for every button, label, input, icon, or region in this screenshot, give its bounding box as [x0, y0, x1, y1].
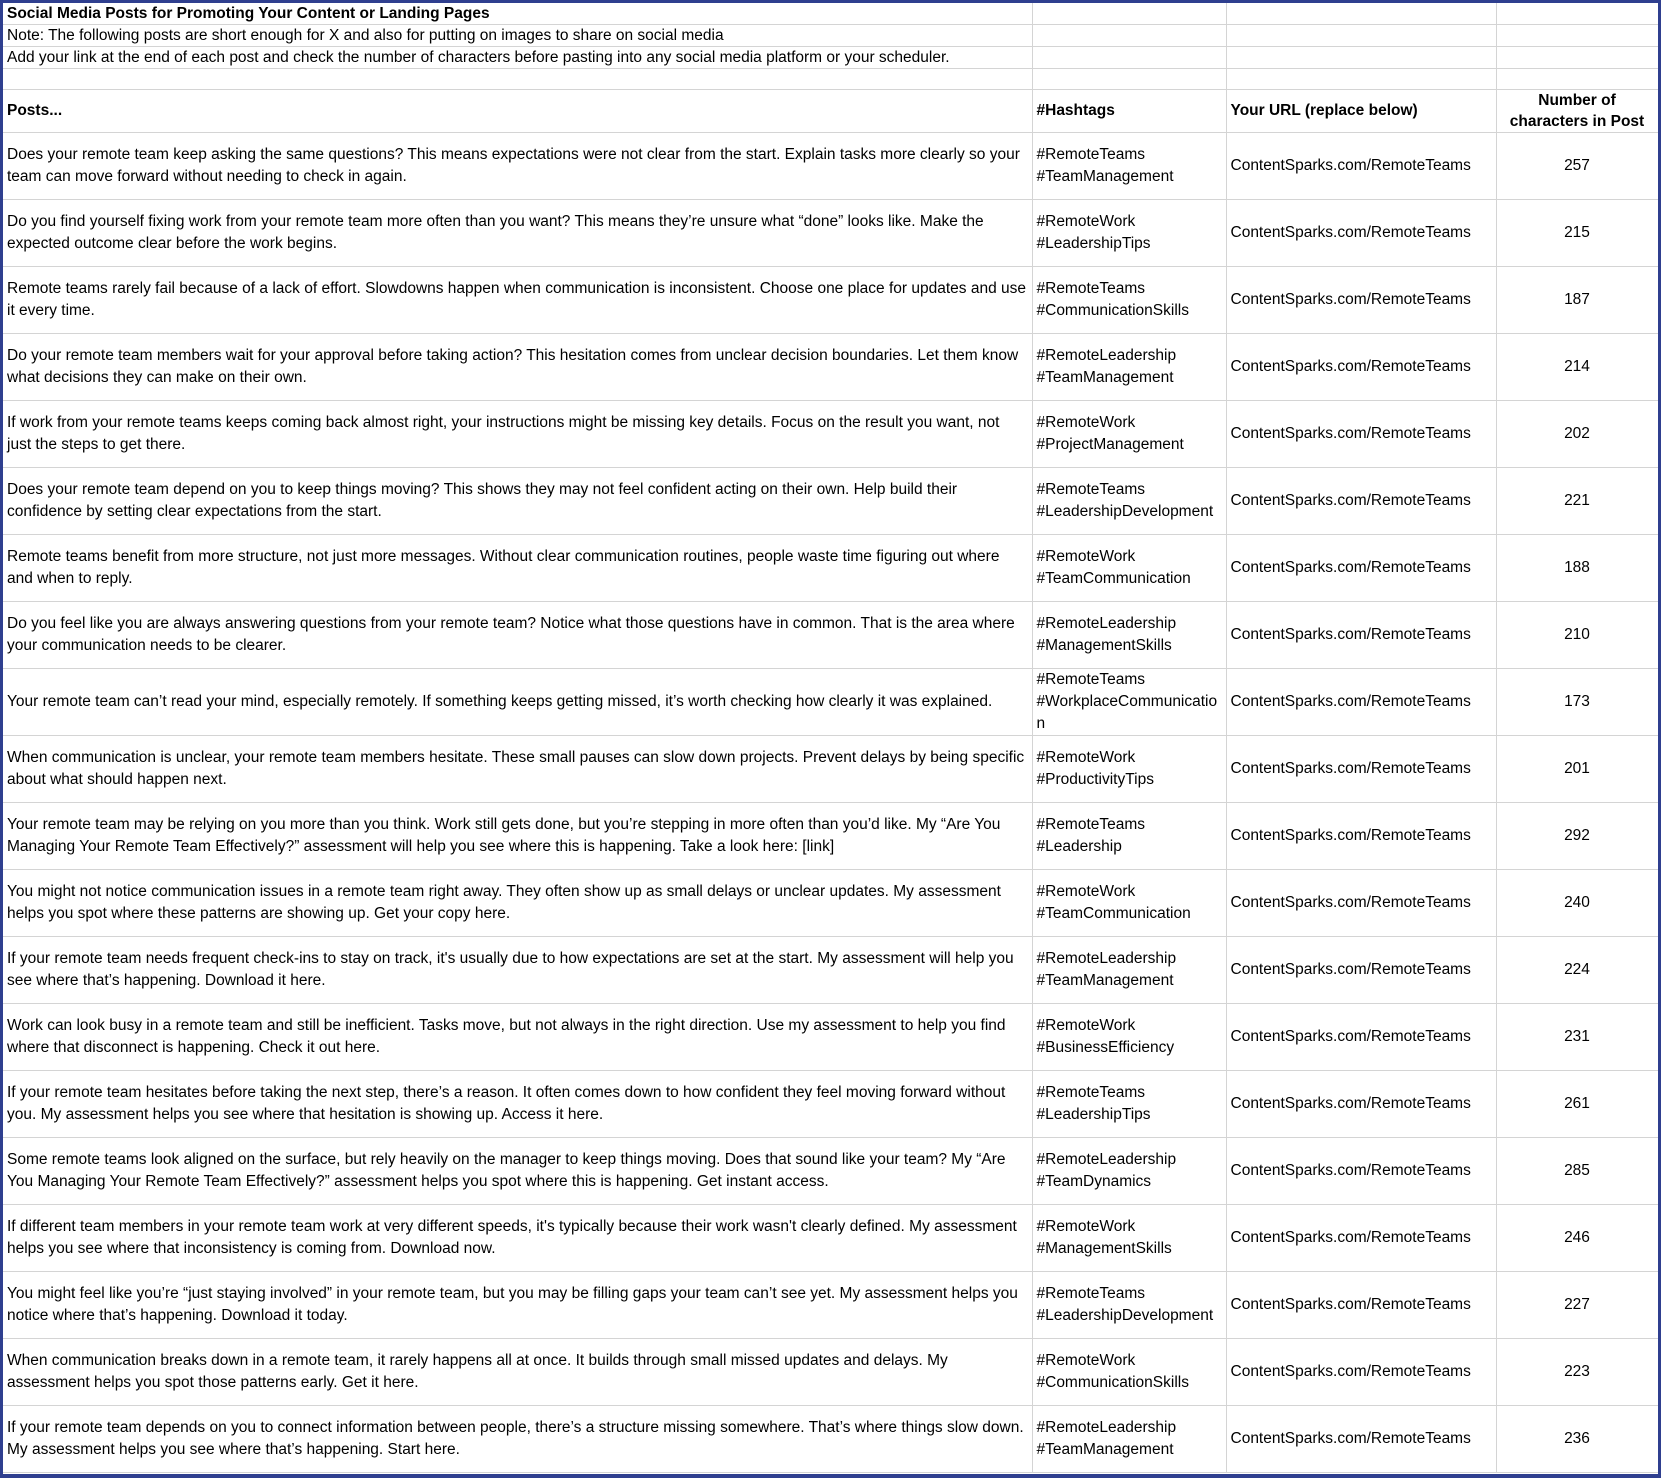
title-row — [3, 3, 1658, 25]
hashtag: #BusinessEfficiency — [1036, 1039, 1175, 1056]
post-cell[interactable]: When communication is unclear, your remote team members hesitate. These small pauses can slow down projects. Prevent delays by being specific about what should happen next. — [3, 736, 1032, 803]
character-count-cell[interactable]: 231 — [1496, 1004, 1658, 1071]
hashtag: #ManagementSkills — [1036, 637, 1172, 654]
character-count-cell[interactable]: 292 — [1496, 803, 1658, 870]
hashtag: #RemoteWork — [1036, 213, 1136, 230]
instruction-row — [3, 47, 1658, 69]
hashtags-cell[interactable] — [1032, 937, 1226, 1004]
hashtag: #LeadershipDevelopment — [1036, 503, 1214, 520]
url-cell[interactable]: ContentSparks.com/RemoteTeams — [1226, 468, 1496, 535]
post-cell[interactable]: Do you find yourself fixing work from your remote team more often than you want? This means they’re unsure what “done” looks like. Make the expected outcome clear before the work begins. — [3, 200, 1032, 267]
url-cell[interactable]: ContentSparks.com/RemoteTeams — [1226, 1004, 1496, 1071]
table-row — [3, 535, 1658, 602]
character-count-cell[interactable]: 210 — [1496, 602, 1658, 669]
hashtag: #LeadershipDevelopment — [1036, 1307, 1214, 1324]
post-cell[interactable]: Do your remote team members wait for your approval before taking action? This hesitation comes from unclear decision boundaries. Let them know what decisions they can make on their own. — [3, 334, 1032, 401]
hashtags-cell[interactable] — [1032, 1205, 1226, 1272]
character-count-cell[interactable]: 223 — [1496, 1339, 1658, 1406]
character-count-cell[interactable]: 201 — [1496, 736, 1658, 803]
hashtag: n — [1036, 715, 1046, 732]
url-cell[interactable]: ContentSparks.com/RemoteTeams — [1226, 1071, 1496, 1138]
character-count-cell[interactable]: 215 — [1496, 200, 1658, 267]
hashtag: #LeadershipTips — [1036, 1106, 1151, 1123]
hashtag: #RemoteWork — [1036, 749, 1136, 766]
table-row — [3, 803, 1658, 870]
hashtags-cell[interactable] — [1032, 669, 1226, 736]
posts-table — [3, 3, 1659, 1473]
post-cell[interactable]: If work from your remote teams keeps coming back almost right, your instructions might be missing key details. Focus on the result you want, not just the steps to get there. — [3, 401, 1032, 468]
hashtag: #TeamManagement — [1036, 1441, 1174, 1458]
hashtags-cell[interactable] — [1032, 1138, 1226, 1205]
header-url[interactable]: Your URL (replace below) — [1226, 90, 1496, 133]
url-cell[interactable]: ContentSparks.com/RemoteTeams — [1226, 602, 1496, 669]
url-cell[interactable]: ContentSparks.com/RemoteTeams — [1226, 1406, 1496, 1473]
table-row — [3, 870, 1658, 937]
sheet-note[interactable]: Note: The following posts are short enough for X and also for putting on images to share on social media — [3, 25, 1032, 47]
character-count-cell[interactable]: 187 — [1496, 267, 1658, 334]
url-cell[interactable]: ContentSparks.com/RemoteTeams — [1226, 401, 1496, 468]
url-cell[interactable]: ContentSparks.com/RemoteTeams — [1226, 535, 1496, 602]
character-count-cell[interactable]: 227 — [1496, 1272, 1658, 1339]
post-cell[interactable]: Do you feel like you are always answering questions from your remote team? Notice what those questions have in common. That is the area where your communication needs to be clearer. — [3, 602, 1032, 669]
table-row — [3, 736, 1658, 803]
header-hashtags[interactable]: #Hashtags — [1032, 90, 1226, 133]
hashtag: #RemoteWork — [1036, 414, 1136, 431]
table-row — [3, 1406, 1658, 1473]
empty-cell[interactable] — [1032, 3, 1226, 25]
hashtag: #TeamManagement — [1036, 168, 1174, 185]
empty-cell[interactable] — [1226, 25, 1496, 47]
hashtag: #RemoteLeadership — [1036, 1151, 1177, 1168]
hashtags-cell[interactable] — [1032, 334, 1226, 401]
hashtags-cell[interactable] — [1032, 468, 1226, 535]
hashtag: #RemoteWork — [1036, 548, 1136, 565]
hashtags-cell[interactable] — [1032, 736, 1226, 803]
post-cell[interactable]: When communication breaks down in a remote team, it rarely happens all at once. It builds through small missed updates and delays. My assessment helps you spot those patterns early. Get it here. — [3, 1339, 1032, 1406]
url-cell[interactable]: ContentSparks.com/RemoteTeams — [1226, 133, 1496, 200]
hashtag: #TeamManagement — [1036, 972, 1174, 989]
character-count-cell[interactable]: 257 — [1496, 133, 1658, 200]
hashtag: #RemoteTeams — [1036, 1084, 1146, 1101]
empty-cell[interactable] — [1496, 3, 1658, 25]
character-count-cell[interactable]: 240 — [1496, 870, 1658, 937]
hashtag: #CommunicationSkills — [1036, 302, 1189, 319]
hashtag: #RemoteWork — [1036, 1218, 1136, 1235]
post-cell[interactable]: If your remote team needs frequent check-ins to stay on track, it's usually due to how expectations are set at the start. My assessment will help you see where that’s happening. Download it here. — [3, 937, 1032, 1004]
hashtag: #ProjectManagement — [1036, 436, 1184, 453]
post-cell[interactable]: You might feel like you’re “just staying involved” in your remote team, but you may be filling gaps your team can’t see yet. My assessment helps you notice where that’s happening. Download it today. — [3, 1272, 1032, 1339]
character-count-cell[interactable]: 236 — [1496, 1406, 1658, 1473]
url-cell[interactable]: ContentSparks.com/RemoteTeams — [1226, 1138, 1496, 1205]
post-cell[interactable]: Remote teams benefit from more structure, not just more messages. Without clear communication routines, people waste time figuring out where and when to reply. — [3, 535, 1032, 602]
hashtags-cell[interactable] — [1032, 267, 1226, 334]
post-cell[interactable]: Some remote teams look aligned on the surface, but rely heavily on the manager to keep things moving. Does that sound like your team? My “Are You Managing Your Remote Team Effectively?” assessment helps you spot where this is happening. Get instant access. — [3, 1138, 1032, 1205]
table-row — [3, 133, 1658, 200]
post-cell[interactable]: If your remote team hesitates before taking the next step, there’s a reason. It often comes down to how confident they feel moving forward without you. My assessment helps you see where that hesitation is showing up. Access it here. — [3, 1071, 1032, 1138]
character-count-cell[interactable]: 202 — [1496, 401, 1658, 468]
table-row — [3, 1004, 1658, 1071]
hashtag: #WorkplaceCommunicatio — [1036, 693, 1218, 710]
hashtag: #RemoteTeams — [1036, 1285, 1146, 1302]
hashtag: #TeamManagement — [1036, 369, 1174, 386]
table-row — [3, 1339, 1658, 1406]
empty-cell[interactable] — [1226, 69, 1496, 90]
empty-cell[interactable] — [1226, 3, 1496, 25]
character-count-cell[interactable]: 246 — [1496, 1205, 1658, 1272]
table-row — [3, 401, 1658, 468]
post-cell[interactable]: You might not notice communication issues in a remote team right away. They often show up as small delays or unclear updates. My assessment helps you spot where these patterns are showing up. Get your copy here. — [3, 870, 1032, 937]
table-row — [3, 468, 1658, 535]
url-cell[interactable]: ContentSparks.com/RemoteTeams — [1226, 669, 1496, 736]
table-row — [3, 267, 1658, 334]
character-count-cell[interactable]: 261 — [1496, 1071, 1658, 1138]
note-row — [3, 25, 1658, 47]
hashtag: #TeamCommunication — [1036, 570, 1191, 587]
hashtag: #RemoteTeams — [1036, 481, 1146, 498]
url-cell[interactable]: ContentSparks.com/RemoteTeams — [1226, 736, 1496, 803]
empty-cell[interactable] — [1496, 25, 1658, 47]
header-character-count[interactable] — [1496, 90, 1658, 133]
post-cell[interactable]: Your remote team may be relying on you more than you think. Work still gets done, but you’re stepping in more often than you’d like. My “Are You Managing Your Remote Team Effectively?” assessment will help you see where this is happening. Take a look here: [link] — [3, 803, 1032, 870]
hashtag: #RemoteTeams — [1036, 671, 1146, 688]
url-cell[interactable]: ContentSparks.com/RemoteTeams — [1226, 267, 1496, 334]
hashtag: #CommunicationSkills — [1036, 1374, 1189, 1391]
hashtags-cell[interactable] — [1032, 535, 1226, 602]
hashtags-cell[interactable] — [1032, 870, 1226, 937]
hashtag: #RemoteLeadership — [1036, 347, 1177, 364]
table-row — [3, 200, 1658, 267]
hashtags-cell[interactable] — [1032, 200, 1226, 267]
hashtag: #RemoteWork — [1036, 1017, 1136, 1034]
url-cell[interactable]: ContentSparks.com/RemoteTeams — [1226, 1272, 1496, 1339]
url-cell[interactable]: ContentSparks.com/RemoteTeams — [1226, 200, 1496, 267]
url-cell[interactable]: ContentSparks.com/RemoteTeams — [1226, 1205, 1496, 1272]
empty-cell[interactable] — [1032, 69, 1226, 90]
hashtag: #RemoteTeams — [1036, 280, 1146, 297]
hashtags-cell[interactable] — [1032, 1272, 1226, 1339]
table-row — [3, 1205, 1658, 1272]
post-cell[interactable]: If your remote team depends on you to connect information between people, there’s a structure missing somewhere. That’s where things slow down. My assessment helps you see where that’s happening. Start here. — [3, 1406, 1032, 1473]
table-row — [3, 602, 1658, 669]
empty-cell[interactable] — [3, 69, 1032, 90]
sheet-instruction[interactable]: Add your link at the end of each post and check the number of characters before pasting into any social media platform or your scheduler. — [3, 47, 1032, 69]
url-cell[interactable]: ContentSparks.com/RemoteTeams — [1226, 803, 1496, 870]
empty-cell[interactable] — [1496, 47, 1658, 69]
hashtags-cell[interactable] — [1032, 1406, 1226, 1473]
hashtag: #RemoteLeadership — [1036, 1419, 1177, 1436]
post-cell[interactable]: Your remote team can’t read your mind, especially remotely. If something keeps getting missed, it’s worth checking how clearly it was explained. — [3, 669, 1032, 736]
url-cell[interactable]: ContentSparks.com/RemoteTeams — [1226, 334, 1496, 401]
hashtag: #LeadershipTips — [1036, 235, 1151, 252]
hashtag: #RemoteLeadership — [1036, 950, 1177, 967]
character-count-cell[interactable]: 224 — [1496, 937, 1658, 1004]
hashtags-cell[interactable] — [1032, 133, 1226, 200]
hashtags-cell[interactable] — [1032, 803, 1226, 870]
url-cell[interactable]: ContentSparks.com/RemoteTeams — [1226, 870, 1496, 937]
header-character-count-line2: characters in Post — [1509, 113, 1645, 130]
hashtags-cell[interactable] — [1032, 1004, 1226, 1071]
hashtag: #RemoteTeams — [1036, 146, 1146, 163]
header-row — [3, 90, 1658, 133]
hashtag: #TeamCommunication — [1036, 905, 1191, 922]
table-row — [3, 1071, 1658, 1138]
character-count-cell[interactable]: 285 — [1496, 1138, 1658, 1205]
post-cell[interactable]: Remote teams rarely fail because of a lack of effort. Slowdowns happen when communication is inconsistent. Choose one place for updates and use it every time. — [3, 267, 1032, 334]
header-posts[interactable]: Posts... — [3, 90, 1032, 133]
table-row — [3, 334, 1658, 401]
hashtag: #ManagementSkills — [1036, 1240, 1172, 1257]
character-count-cell[interactable]: 214 — [1496, 334, 1658, 401]
header-character-count-line1: Number of — [1538, 92, 1616, 109]
hashtag: #RemoteWork — [1036, 1352, 1136, 1369]
hashtags-cell[interactable] — [1032, 401, 1226, 468]
hashtag: #Leadership — [1036, 838, 1122, 855]
empty-cell[interactable] — [1032, 47, 1226, 69]
character-count-cell[interactable]: 188 — [1496, 535, 1658, 602]
character-count-cell[interactable]: 221 — [1496, 468, 1658, 535]
character-count-cell[interactable]: 173 — [1496, 669, 1658, 736]
table-row — [3, 937, 1658, 1004]
post-cell[interactable]: Does your remote team depend on you to keep things moving? This shows they may not feel confident acting on their own. Help build their confidence by setting clear expectations from the start. — [3, 468, 1032, 535]
hashtags-cell[interactable] — [1032, 602, 1226, 669]
table-row — [3, 1138, 1658, 1205]
hashtag: #ProductivityTips — [1036, 771, 1154, 788]
empty-cell[interactable] — [1032, 25, 1226, 47]
blank-row — [3, 69, 1658, 90]
url-cell[interactable]: ContentSparks.com/RemoteTeams — [1226, 1339, 1496, 1406]
post-cell[interactable]: Does your remote team keep asking the same questions? This means expectations were not clear from the start. Explain tasks more clearly so your team can move forward without needing to check in again. — [3, 133, 1032, 200]
table-row — [3, 1272, 1658, 1339]
hashtag: #RemoteLeadership — [1036, 615, 1177, 632]
post-cell[interactable]: Work can look busy in a remote team and still be inefficient. Tasks move, but not always in the right direction. Use my assessment to help you find where that disconnect is happening. Check it out here. — [3, 1004, 1032, 1071]
hashtags-cell[interactable] — [1032, 1339, 1226, 1406]
table-row — [3, 669, 1658, 736]
sheet-title[interactable]: Social Media Posts for Promoting Your Content or Landing Pages — [3, 3, 1032, 25]
url-cell[interactable]: ContentSparks.com/RemoteTeams — [1226, 937, 1496, 1004]
post-cell[interactable]: If different team members in your remote team work at very different speeds, it's typically because their work wasn't clearly defined. My assessment helps you see where that inconsistency is coming from. Download now. — [3, 1205, 1032, 1272]
hashtag: #RemoteWork — [1036, 883, 1136, 900]
hashtag: #TeamDynamics — [1036, 1173, 1152, 1190]
hashtags-cell[interactable] — [1032, 1071, 1226, 1138]
empty-cell[interactable] — [1496, 69, 1658, 90]
hashtag: #RemoteTeams — [1036, 816, 1146, 833]
empty-cell[interactable] — [1226, 47, 1496, 69]
